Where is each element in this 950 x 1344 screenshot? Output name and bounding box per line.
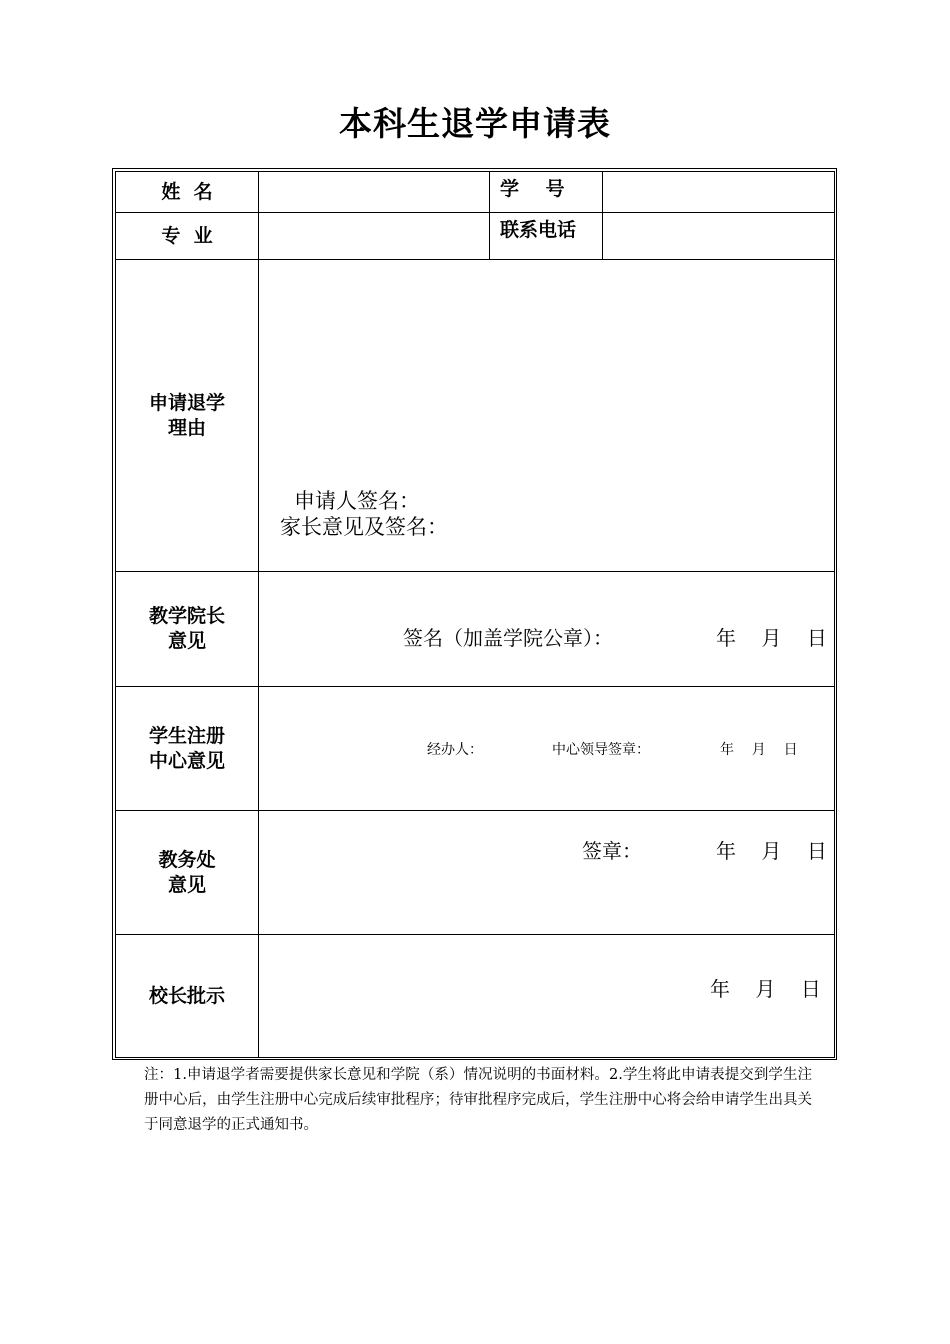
row-major (116, 213, 835, 260)
row-dean (116, 572, 835, 687)
registry-label-line2: 中心意见 (148, 749, 225, 772)
registry-leader-signature-label: 中心领导签章： (552, 742, 650, 758)
dean-date: 年 月 日 (716, 626, 827, 650)
dean-label-line2: 意见 (167, 630, 206, 652)
academic-affairs-label-line1: 教务处 (158, 848, 216, 871)
academic-affairs-date: 年 月 日 (716, 839, 827, 863)
dean-opinion-field[interactable] (259, 572, 835, 687)
major-label: 专 业 (116, 213, 259, 260)
academic-affairs-label-line2: 意见 (167, 873, 206, 896)
name-label: 姓 名 (116, 172, 259, 213)
reason-label-line2: 理由 (167, 416, 206, 439)
president-date: 年 月 日 (710, 977, 821, 1001)
academic-affairs-seal-label: 签章： (582, 839, 642, 863)
student-id-label: 学 号 (490, 172, 603, 213)
applicant-signature-label: 申请人签名： (294, 489, 420, 513)
dean-label (116, 572, 259, 687)
academic-affairs-opinion-field[interactable] (259, 811, 835, 935)
row-reason (116, 260, 835, 572)
reason-field[interactable] (259, 260, 835, 572)
row-academic (116, 811, 835, 935)
page-title: 本科生退学申请表 (339, 104, 611, 143)
row-registry (116, 687, 835, 811)
academic-affairs-label (116, 811, 259, 935)
row-president (116, 935, 835, 1058)
footnote: 注：1.申请退学者需要提供家长意见和学院（系）情况说明的书面材料。2.学生将此申请表提交到学生注册中心后，由学生注册中心完成后续审批程序；待审批程序完成后，学生注册中心将会给申请学生出具关于同意退学的正式通知书。 (144, 1067, 812, 1133)
dean-label-line1: 教学院长 (148, 605, 225, 627)
parent-opinion-signature-label: 家长意见及签名： (280, 515, 448, 539)
withdrawal-form-table (115, 171, 835, 1058)
registry-label (116, 687, 259, 811)
phone-field[interactable] (603, 213, 835, 260)
registry-label-line1: 学生注册 (148, 724, 225, 747)
student-id-field[interactable] (603, 172, 835, 213)
dean-signature-label: 签名（加盖学院公章）： (403, 626, 613, 650)
reason-label (116, 260, 259, 572)
registry-handler-label: 经办人： (427, 742, 483, 758)
phone-label: 联系电话 (490, 213, 603, 260)
name-field[interactable] (259, 172, 490, 213)
registry-opinion-field[interactable] (259, 687, 835, 811)
registry-date: 年 月 日 (720, 742, 798, 758)
major-field[interactable] (259, 213, 490, 260)
row-name (116, 172, 835, 213)
president-label: 校长批示 (116, 935, 259, 1058)
president-instruction-field[interactable] (259, 935, 835, 1058)
reason-label-line1: 申请退学 (148, 391, 225, 414)
